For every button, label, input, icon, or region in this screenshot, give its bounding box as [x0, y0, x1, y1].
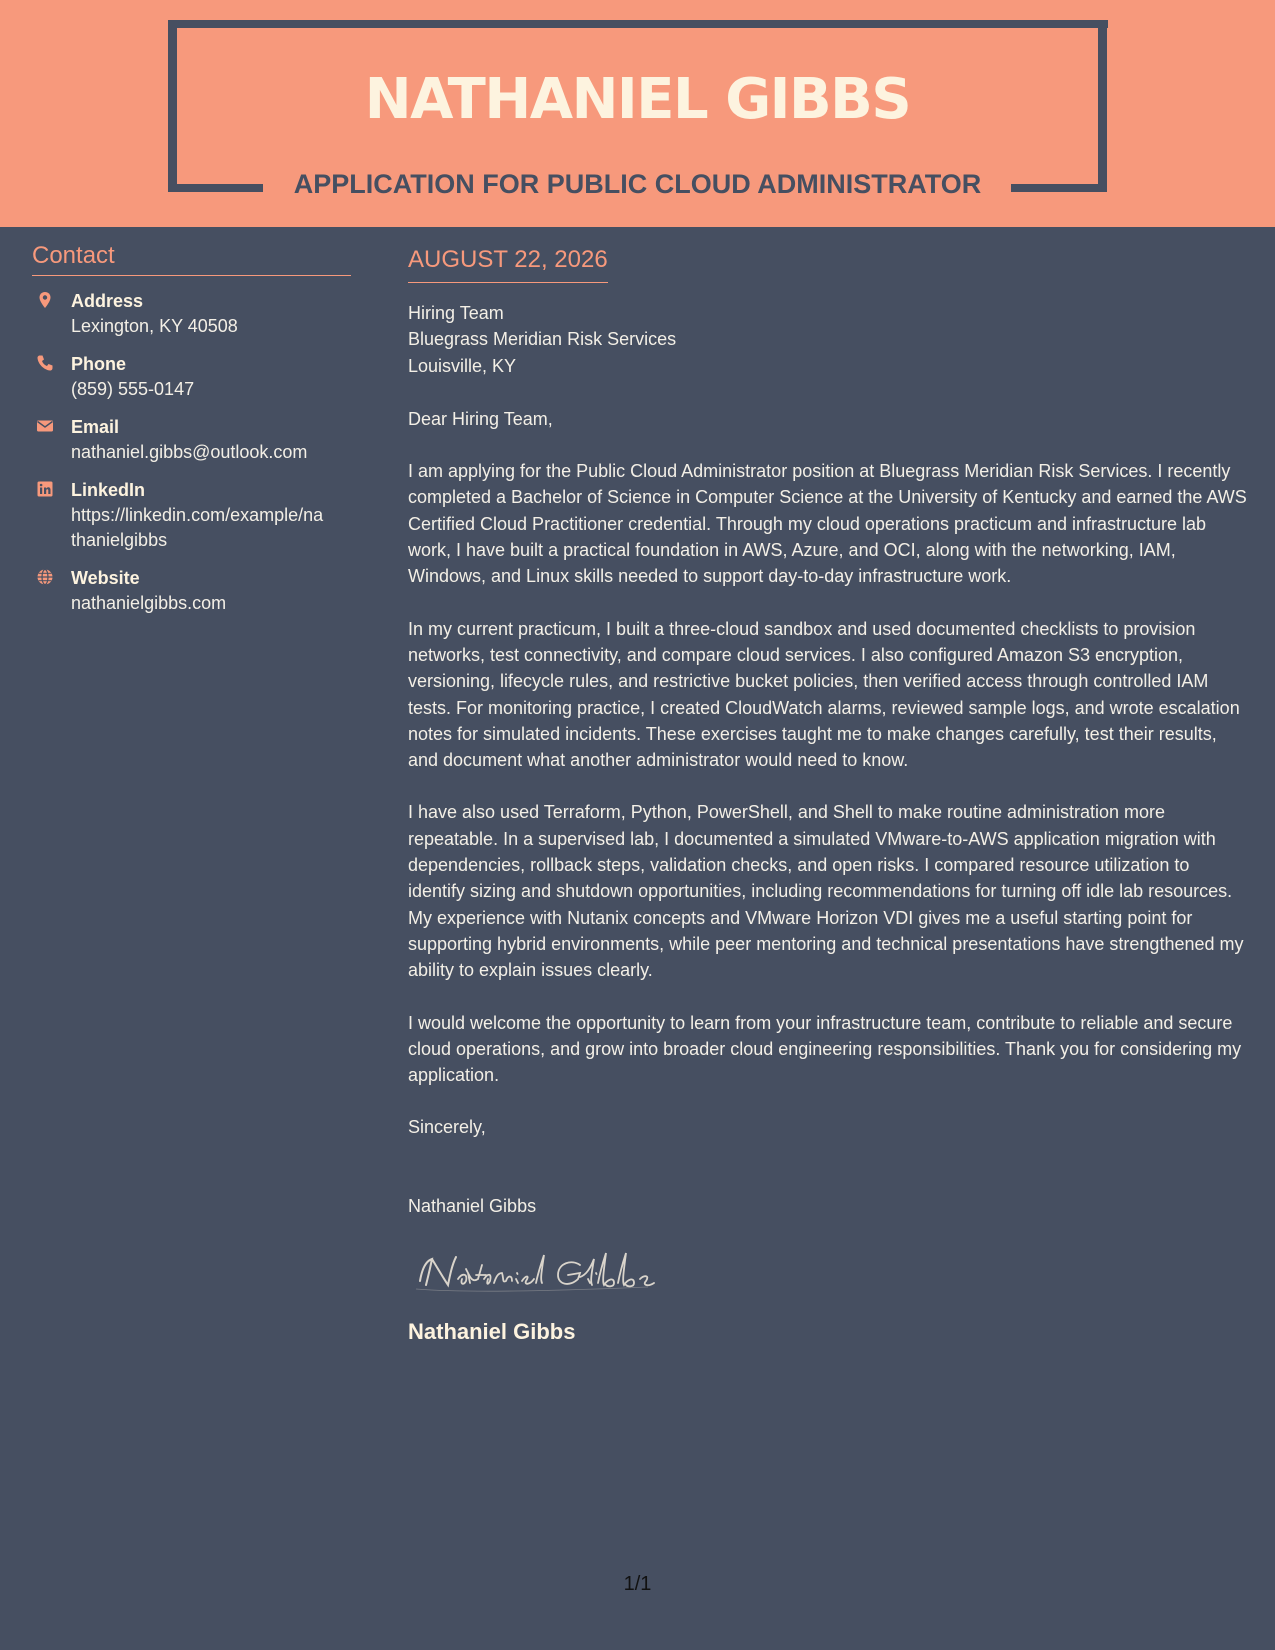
phone-icon — [36, 354, 54, 372]
contact-label: Phone — [71, 354, 127, 374]
contact-item-phone — [32, 352, 351, 402]
contact-label: Email — [71, 417, 120, 437]
header-banner — [0, 0, 1275, 227]
recipient-line: Bluegrass Meridian Risk Services — [408, 329, 677, 350]
recipient-block — [408, 300, 1250, 379]
linkedin-value-line: thanielgibbs — [71, 530, 168, 550]
letter-paragraph: I am applying for the Public Cloud Administrator position at Bluegrass Meridian Risk Services. I recently completed a Bachelor of Science in Computer Science at the University of Kentucky and earned the AWS Certified Cloud Practitioner credential. Through my cloud operations practicum and infrastructure lab work, I have built a practical foundation in AWS, Azure, and OCI, along with the networking, IAM, Windows, and Linux skills needed to support day-to-day infrastructure work. — [408, 461, 1247, 587]
website-value[interactable]: nathanielgibbs.com — [71, 593, 227, 613]
recipient-line: Hiring Team — [408, 303, 504, 323]
contact-item-website — [32, 566, 351, 616]
linkedin-value-line: https://linkedin.com/example/na — [71, 505, 324, 525]
letter-paragraph: I would welcome the opportunity to learn from your infrastructure team, contribute to reliable and secure cloud operations, and grow into broader cloud engineering responsibilities. Thank you for considering my application. — [408, 1012, 1242, 1086]
signature-name-bold: Nathaniel Gibbs — [408, 1319, 576, 1345]
contact-label: Website — [71, 568, 140, 588]
address-value: Lexington, KY 40508 — [71, 316, 238, 336]
envelope-icon — [36, 417, 54, 435]
linkedin-icon — [36, 480, 54, 498]
header-frame — [168, 20, 1108, 28]
signer-name: Nathaniel Gibbs — [408, 1195, 537, 1216]
email-value[interactable]: nathaniel.gibbs@outlook.com — [71, 442, 308, 462]
letter-date: AUGUST 22, 2026 — [408, 240, 608, 283]
letter-paragraph: In my current practicum, I built a three-cloud sandbox and used documented checklists to provision networks, test connectivity, and compare cloud services. I also configured Amazon S3 encryption, versioning, lifecycle rules, and restrictive bucket policies, then verified access through controlled IAM tests. For monitoring practice, I created CloudWatch alarms, reviewed sample logs, and wrote escalation notes for simulated incidents. These exercises taught me to make changes carefully, test their results, and document what another administrator would need to know. — [408, 618, 1240, 771]
salutation: Dear Hiring Team, — [408, 408, 553, 429]
contact-heading: Contact — [32, 240, 351, 276]
application-title: APPLICATION FOR PUBLIC CLOUD ADMINISTRATOR — [293, 169, 982, 199]
contact-label: Address — [71, 291, 144, 311]
signature-image — [408, 1239, 668, 1309]
recipient-line: Louisville, KY — [408, 355, 517, 376]
handwritten-signature — [408, 1239, 1250, 1309]
applicant-name: NATHANIEL GIBBS — [364, 67, 911, 132]
phone-value: (859) 555-0147 — [71, 379, 195, 399]
contact-sidebar — [32, 240, 351, 616]
contact-label: LinkedIn — [71, 480, 146, 500]
closing: Sincerely, — [408, 1117, 486, 1138]
contact-item-linkedin — [32, 478, 351, 553]
contact-item-address — [32, 289, 351, 339]
letter-body — [408, 240, 1250, 1347]
globe-icon — [36, 568, 54, 586]
contact-item-email — [32, 415, 351, 465]
map-pin-icon — [36, 291, 54, 309]
page-number: 1/1 — [623, 1573, 652, 1595]
letter-paragraph: I have also used Terraform, Python, PowerShell, and Shell to make routine administration more repeatable. In a supervised lab, I documented a simulated VMware-to-AWS application migration with dependencies, rollback steps, validation checks, and open risks. I compared resource utilization to identify sizing and shutdown opportunities, including recommendations for turning off idle lab resources. My experience with Nutanix concepts and VMware Horizon VDI gives me a useful starting point for supporting hybrid environments, while peer mentoring and technical presentations have strengthened my ability to explain issues clearly. — [408, 802, 1244, 981]
linkedin-value[interactable] — [71, 503, 351, 553]
